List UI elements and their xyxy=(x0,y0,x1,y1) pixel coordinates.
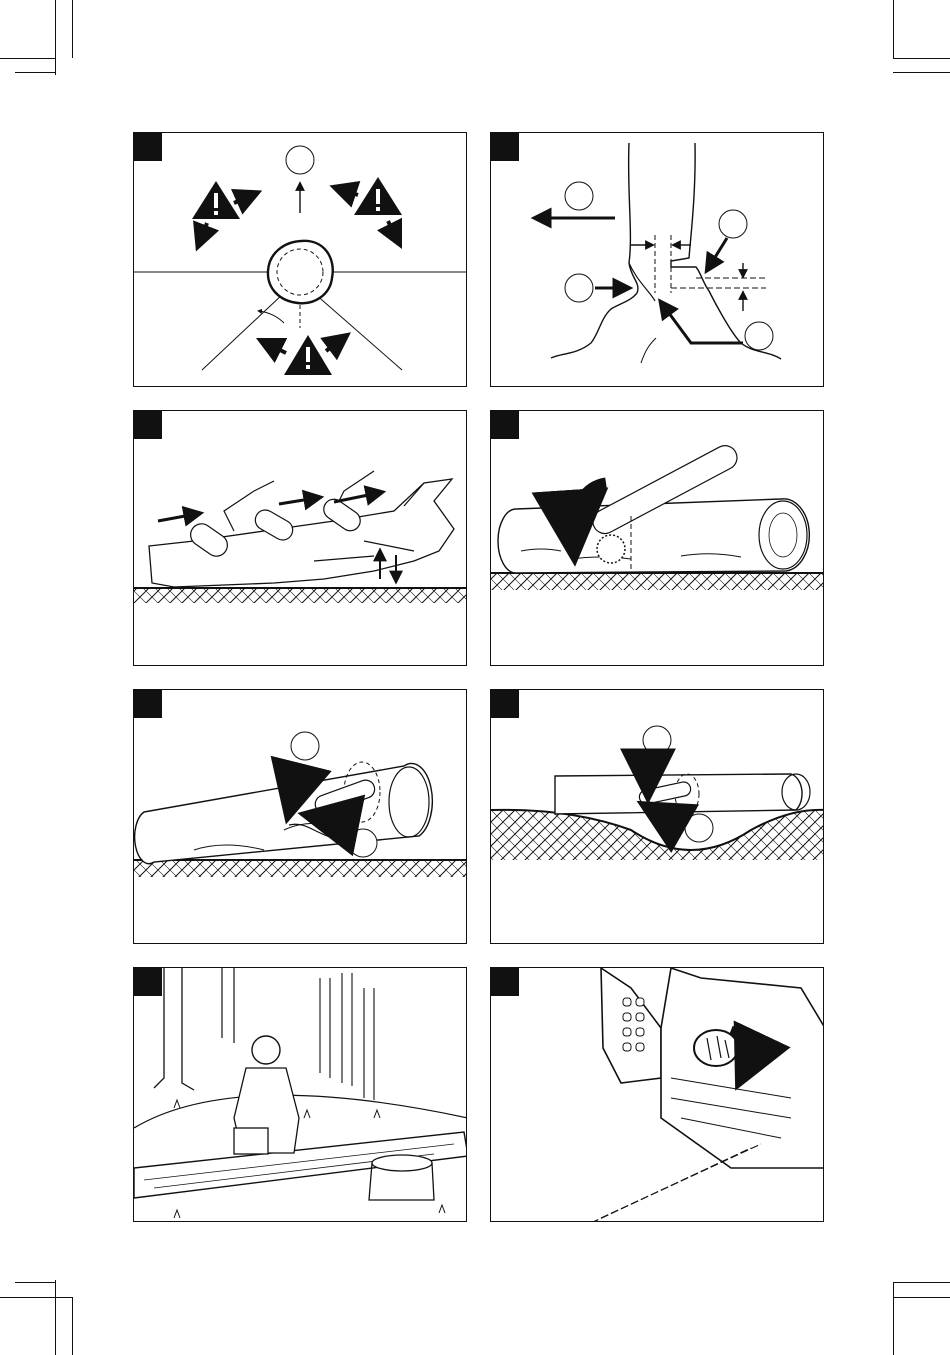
panel-bucking-on-ground xyxy=(490,410,824,666)
crop-mark xyxy=(893,0,894,58)
crop-mark xyxy=(893,1282,894,1355)
two-support-log-illustration xyxy=(491,690,824,944)
callout-circle-icon xyxy=(719,210,747,238)
crop-mark xyxy=(72,0,73,58)
crop-mark xyxy=(893,58,950,59)
operator-illustration xyxy=(134,968,467,1222)
callout-circle-icon xyxy=(565,274,593,302)
callout-circle-icon xyxy=(286,146,314,174)
felling-zone-illustration xyxy=(134,133,467,387)
crop-mark xyxy=(0,58,55,59)
crop-mark xyxy=(893,1297,950,1298)
panel-operator-in-forest xyxy=(133,967,467,1222)
callout-circle-icon xyxy=(745,322,773,350)
panel-felling-zone xyxy=(133,132,467,387)
panel-limbing xyxy=(133,410,467,666)
bucking-illustration xyxy=(491,411,824,666)
crop-mark xyxy=(15,72,55,73)
crop-mark xyxy=(55,0,56,75)
crop-mark xyxy=(72,1297,73,1355)
supported-log-illustration xyxy=(134,690,467,944)
panel-oil-cap-tank xyxy=(490,967,824,1222)
panel-notch-cut xyxy=(490,132,824,387)
callout-circle-icon xyxy=(643,726,671,754)
crop-mark xyxy=(15,1282,55,1283)
crop-mark xyxy=(893,1282,950,1283)
crop-mark xyxy=(0,1297,72,1298)
operator-figure xyxy=(234,1036,299,1154)
oil-cap-icon xyxy=(694,1030,738,1066)
callout-circle-icon xyxy=(685,814,713,842)
crop-mark xyxy=(893,72,950,73)
limbing-illustration xyxy=(134,411,467,666)
callout-circle-icon xyxy=(291,732,319,760)
callout-circle-icon xyxy=(349,829,377,857)
warning-triangle-icon xyxy=(284,335,332,375)
callout-circle-icon xyxy=(565,182,593,210)
notch-cut-illustration xyxy=(491,133,824,387)
chainsaw-oil-cap-illustration xyxy=(491,968,824,1222)
warning-triangle-icon xyxy=(354,177,402,215)
warning-triangle-icon xyxy=(192,181,240,219)
crop-mark xyxy=(55,1280,56,1355)
panel-supported-log-end xyxy=(133,689,467,944)
panel-log-supported-both-ends xyxy=(490,689,824,944)
